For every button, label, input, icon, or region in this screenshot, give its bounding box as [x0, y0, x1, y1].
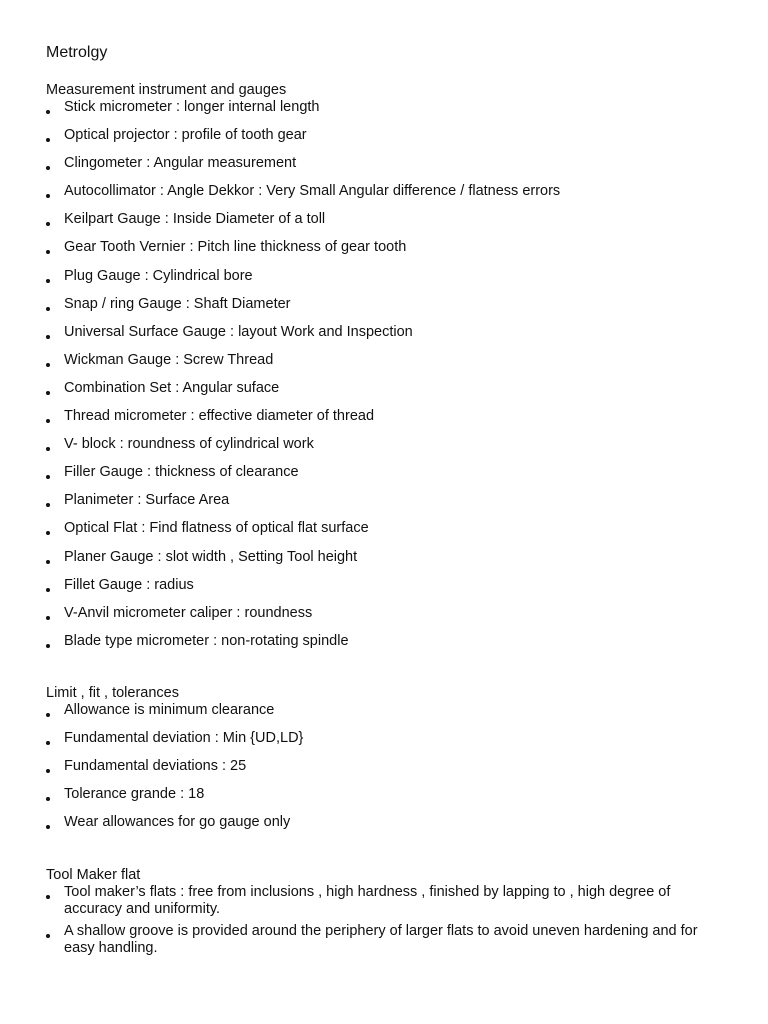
- list-item: [46, 324, 726, 352]
- list-item-text: Fundamental deviation : Min {UD,LD}: [64, 730, 304, 747]
- list-item: [46, 923, 726, 957]
- list-item: [46, 520, 726, 548]
- list-item-text: Plug Gauge : Cylindrical bore: [64, 267, 253, 284]
- section-tool-maker-flat: [46, 866, 726, 962]
- bullet-list: [46, 884, 726, 957]
- section-heading: Tool Maker flat: [46, 867, 141, 883]
- list-item: [46, 239, 726, 267]
- list-item-text: Thread micrometer : effective diameter of thread: [64, 408, 375, 425]
- list-item-text: Optical Flat : Find flatness of optical flat surface: [64, 520, 369, 537]
- list-item: [46, 464, 726, 492]
- list-item: [46, 730, 726, 758]
- list-item: [46, 99, 726, 127]
- list-item-text: Fillet Gauge : radius: [64, 576, 194, 593]
- list-item: [46, 786, 726, 814]
- list-item: [46, 352, 726, 380]
- list-item: [46, 814, 726, 842]
- list-item: [46, 127, 726, 155]
- list-item: [46, 155, 726, 183]
- list-item-text: Stick micrometer : longer internal length: [64, 99, 320, 115]
- list-item-text: A shallow groove is provided around the periphery of larger flats to avoid uneven hardening and for easy handling.: [64, 923, 698, 956]
- list-item: [46, 758, 726, 786]
- section-measurement-instruments: [46, 81, 726, 661]
- list-item-text: Keilpart Gauge : Inside Diameter of a toll: [64, 211, 326, 228]
- list-item-text: Universal Surface Gauge : layout Work and Inspection: [64, 323, 413, 340]
- list-item-text: Blade type micrometer : non-rotating spindle: [64, 632, 349, 649]
- list-item: [46, 549, 726, 577]
- list-item-text: Filler Gauge : thickness of clearance: [64, 464, 299, 481]
- list-item-text: Optical projector : profile of tooth gear: [64, 127, 307, 144]
- list-item-text: Snap / ring Gauge : Shaft Diameter: [64, 295, 291, 312]
- section-limit-fit-tolerances: [46, 684, 726, 842]
- list-item-text: Clingometer : Angular measurement: [64, 155, 297, 172]
- list-item-text: Planer Gauge : slot width , Setting Tool height: [64, 548, 358, 565]
- list-item: [46, 633, 726, 661]
- list-item-text: Allowance is minimum clearance: [64, 702, 275, 718]
- section-heading: Limit , fit , tolerances: [46, 685, 179, 701]
- list-item: [46, 296, 726, 324]
- list-item-text: Tolerance grande : 18: [64, 786, 205, 803]
- list-item: [46, 702, 726, 730]
- list-item: [46, 408, 726, 436]
- list-item: [46, 884, 726, 918]
- list-item-text: Gear Tooth Vernier : Pitch line thickness of gear tooth: [64, 239, 407, 256]
- list-item: [46, 605, 726, 633]
- list-item-text: Combination Set : Angular suface: [64, 379, 280, 396]
- list-item-text: Wear allowances for go gauge only: [64, 814, 291, 831]
- section-heading: Measurement instrument and gauges: [46, 82, 287, 98]
- list-item: [46, 268, 726, 296]
- list-item: [46, 380, 726, 408]
- list-item: [46, 436, 726, 464]
- list-item-text: Wickman Gauge : Screw Thread: [64, 351, 274, 368]
- list-item-text: Tool maker’s flats : free from inclusions , high hardness , finished by lapping to , high degree of accuracy and uniformity.: [64, 884, 671, 917]
- list-item: [46, 492, 726, 520]
- list-item: [46, 577, 726, 605]
- list-item-text: V-Anvil micrometer caliper : roundness: [64, 604, 313, 621]
- list-item-text: Planimeter : Surface Area: [64, 492, 230, 509]
- list-item: [46, 211, 726, 239]
- list-item-text: V- block : roundness of cylindrical work: [64, 436, 314, 453]
- bullet-list: [46, 702, 726, 842]
- bullet-list: [46, 99, 726, 661]
- list-item-text: Autocollimator : Angle Dekkor : Very Small Angular difference / flatness errors: [64, 183, 561, 200]
- document-title: Metrolgy: [46, 44, 108, 61]
- list-item: [46, 183, 726, 211]
- list-item-text: Fundamental deviations : 25: [64, 758, 247, 775]
